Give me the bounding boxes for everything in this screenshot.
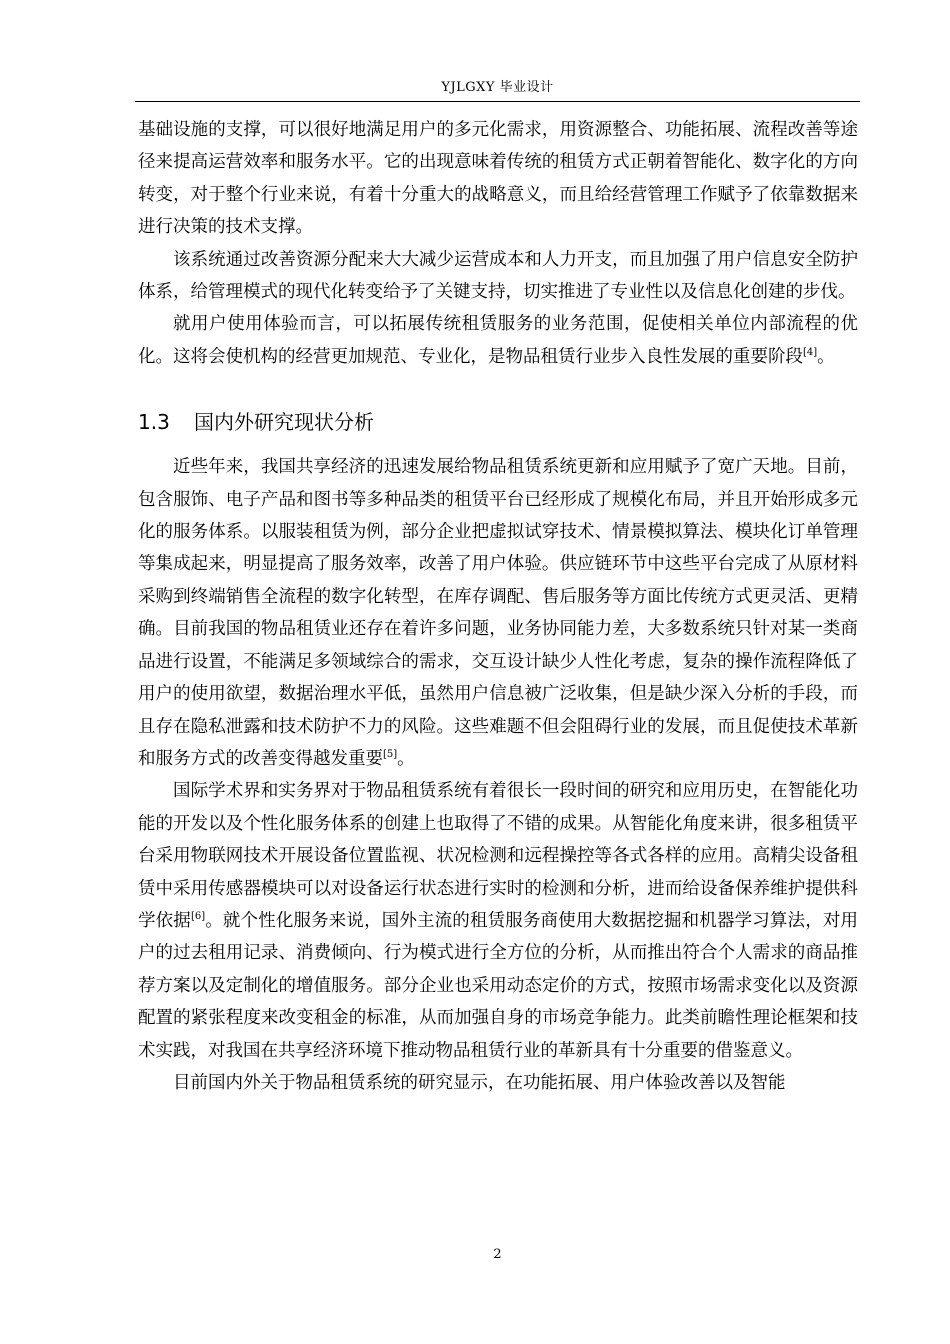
section-heading <box>138 403 858 441</box>
paragraph-text: 国际学术界和实务界对于物品租赁系统有着很长一段时间的研究和应用历史，在智能化功能的开发以及个性化服务体系的创建上也取得了不错的成果。从智能化角度来讲，很多租赁平台采用物联网技术开展设备位置监视、状况检测和远程操控等各式各样的应用。高精尖设备租赁中采用传感器模块可以对设备运行状态进行实时的检测和分析，进而给设备保养维护提供科学依据 <box>138 781 858 931</box>
paragraph-text-tail: 。 <box>817 346 835 367</box>
paragraph <box>138 308 858 373</box>
paragraph-text: 就用户使用体验而言，可以拓展传统租赁服务的业务范围，促使相关单位内部流程的优化。这将会使机构的经营更加规范、专业化，是物品租赁行业步入良性发展的重要阶段 <box>138 314 858 367</box>
page-number: 2 <box>493 1247 502 1262</box>
header-divider <box>135 101 860 102</box>
section-number: 1.3 <box>138 410 170 435</box>
paragraph <box>138 775 858 1067</box>
citation-ref: [4] <box>803 347 818 359</box>
paragraph-text-tail: 。就个性化服务来说，国外主流的租赁服务商使用大数据挖掘和机器学习算法，对用户的过去租用记录、消费倾向、行为模式进行全方位的分析，从而推出符合个人需求的商品推荐方案以及定制化的增值服务。部分企业也采用动态定价的方式，按照市场需求变化以及资源配置的紧张程度来改变租金的标准，从而加强自身的市场竞争能力。此类前瞻性理论框架和技术实践，对我国在共享经济环境下推动物品租赁行业的革新具有十分重要的借鉴意义。 <box>138 910 858 1061</box>
paragraph-text: 该系统通过改善资源分配来大大减少运营成本和人力开支，而且加强了用户信息安全防护体系，给管理模式的现代化转变给予了关键支持，切实推进了专业性以及信息化创建的步伐。 <box>138 249 858 303</box>
section-title: 国内外研究现状分析 <box>194 410 374 435</box>
paragraph-text: 基础设施的支撑，可以很好地满足用户的多元化需求，用资源整合、功能拓展、流程改善等途径来提高运营效率和服务水平。它的出现意味着传统的租赁方式正朝着智能化、数字化的方向转变，对于整个行业来说，有着十分重大的战略意义，而且给经营管理工作赋予了依靠数据来进行决策的技术支撑。 <box>138 120 858 238</box>
paragraph-continued <box>138 114 858 244</box>
paragraph <box>138 1067 858 1099</box>
running-header: YJLGXY 毕业设计 <box>441 80 554 95</box>
body-text <box>138 114 858 1099</box>
paragraph-text: 近些年来，我国共享经济的迅速发展给物品租赁系统更新和应用赋予了宽广天地。目前，包含服饰、电子产品和图书等多种品类的租赁平台已经形成了规模化布局，并且开始形成多元化的服务体系。以服装租赁为例，部分企业把虚拟试穿技术、情景模拟算法、模块化订单管理等集成起来，明显提高了服务效率，改善了用户体验。供应链环节中这些平台完成了从原材料采购到终端销售全流程的数字化转型，在库存调配、售后服务等方面比传统方式更灵活、更精确。目前我国的物品租赁业还存在着许多问题，业务协同能力差，大多数系统只针对某一类商品进行设置，不能满足多领域综合的需求，交互设计缺少人性化考虑，复杂的操作流程降低了用户的使用欲望，数据治理水平低，虽然用户信息被广泛收集，但是缺少深入分析的手段，而且存在隐私泄露和技术防护不力的风险。这些难题不但会阻碍行业的发展，而且促使技术革新和服务方式的改善变得越发重要 <box>138 457 858 769</box>
citation-ref: [6] <box>190 911 206 923</box>
paragraph <box>138 244 858 309</box>
paragraph <box>138 451 858 775</box>
paragraph-text: 目前国内外关于物品租赁系统的研究显示，在功能拓展、用户体验改善以及智能 <box>173 1072 786 1093</box>
paragraph-text-tail: 。 <box>397 748 415 769</box>
citation-ref: [5] <box>383 749 398 761</box>
